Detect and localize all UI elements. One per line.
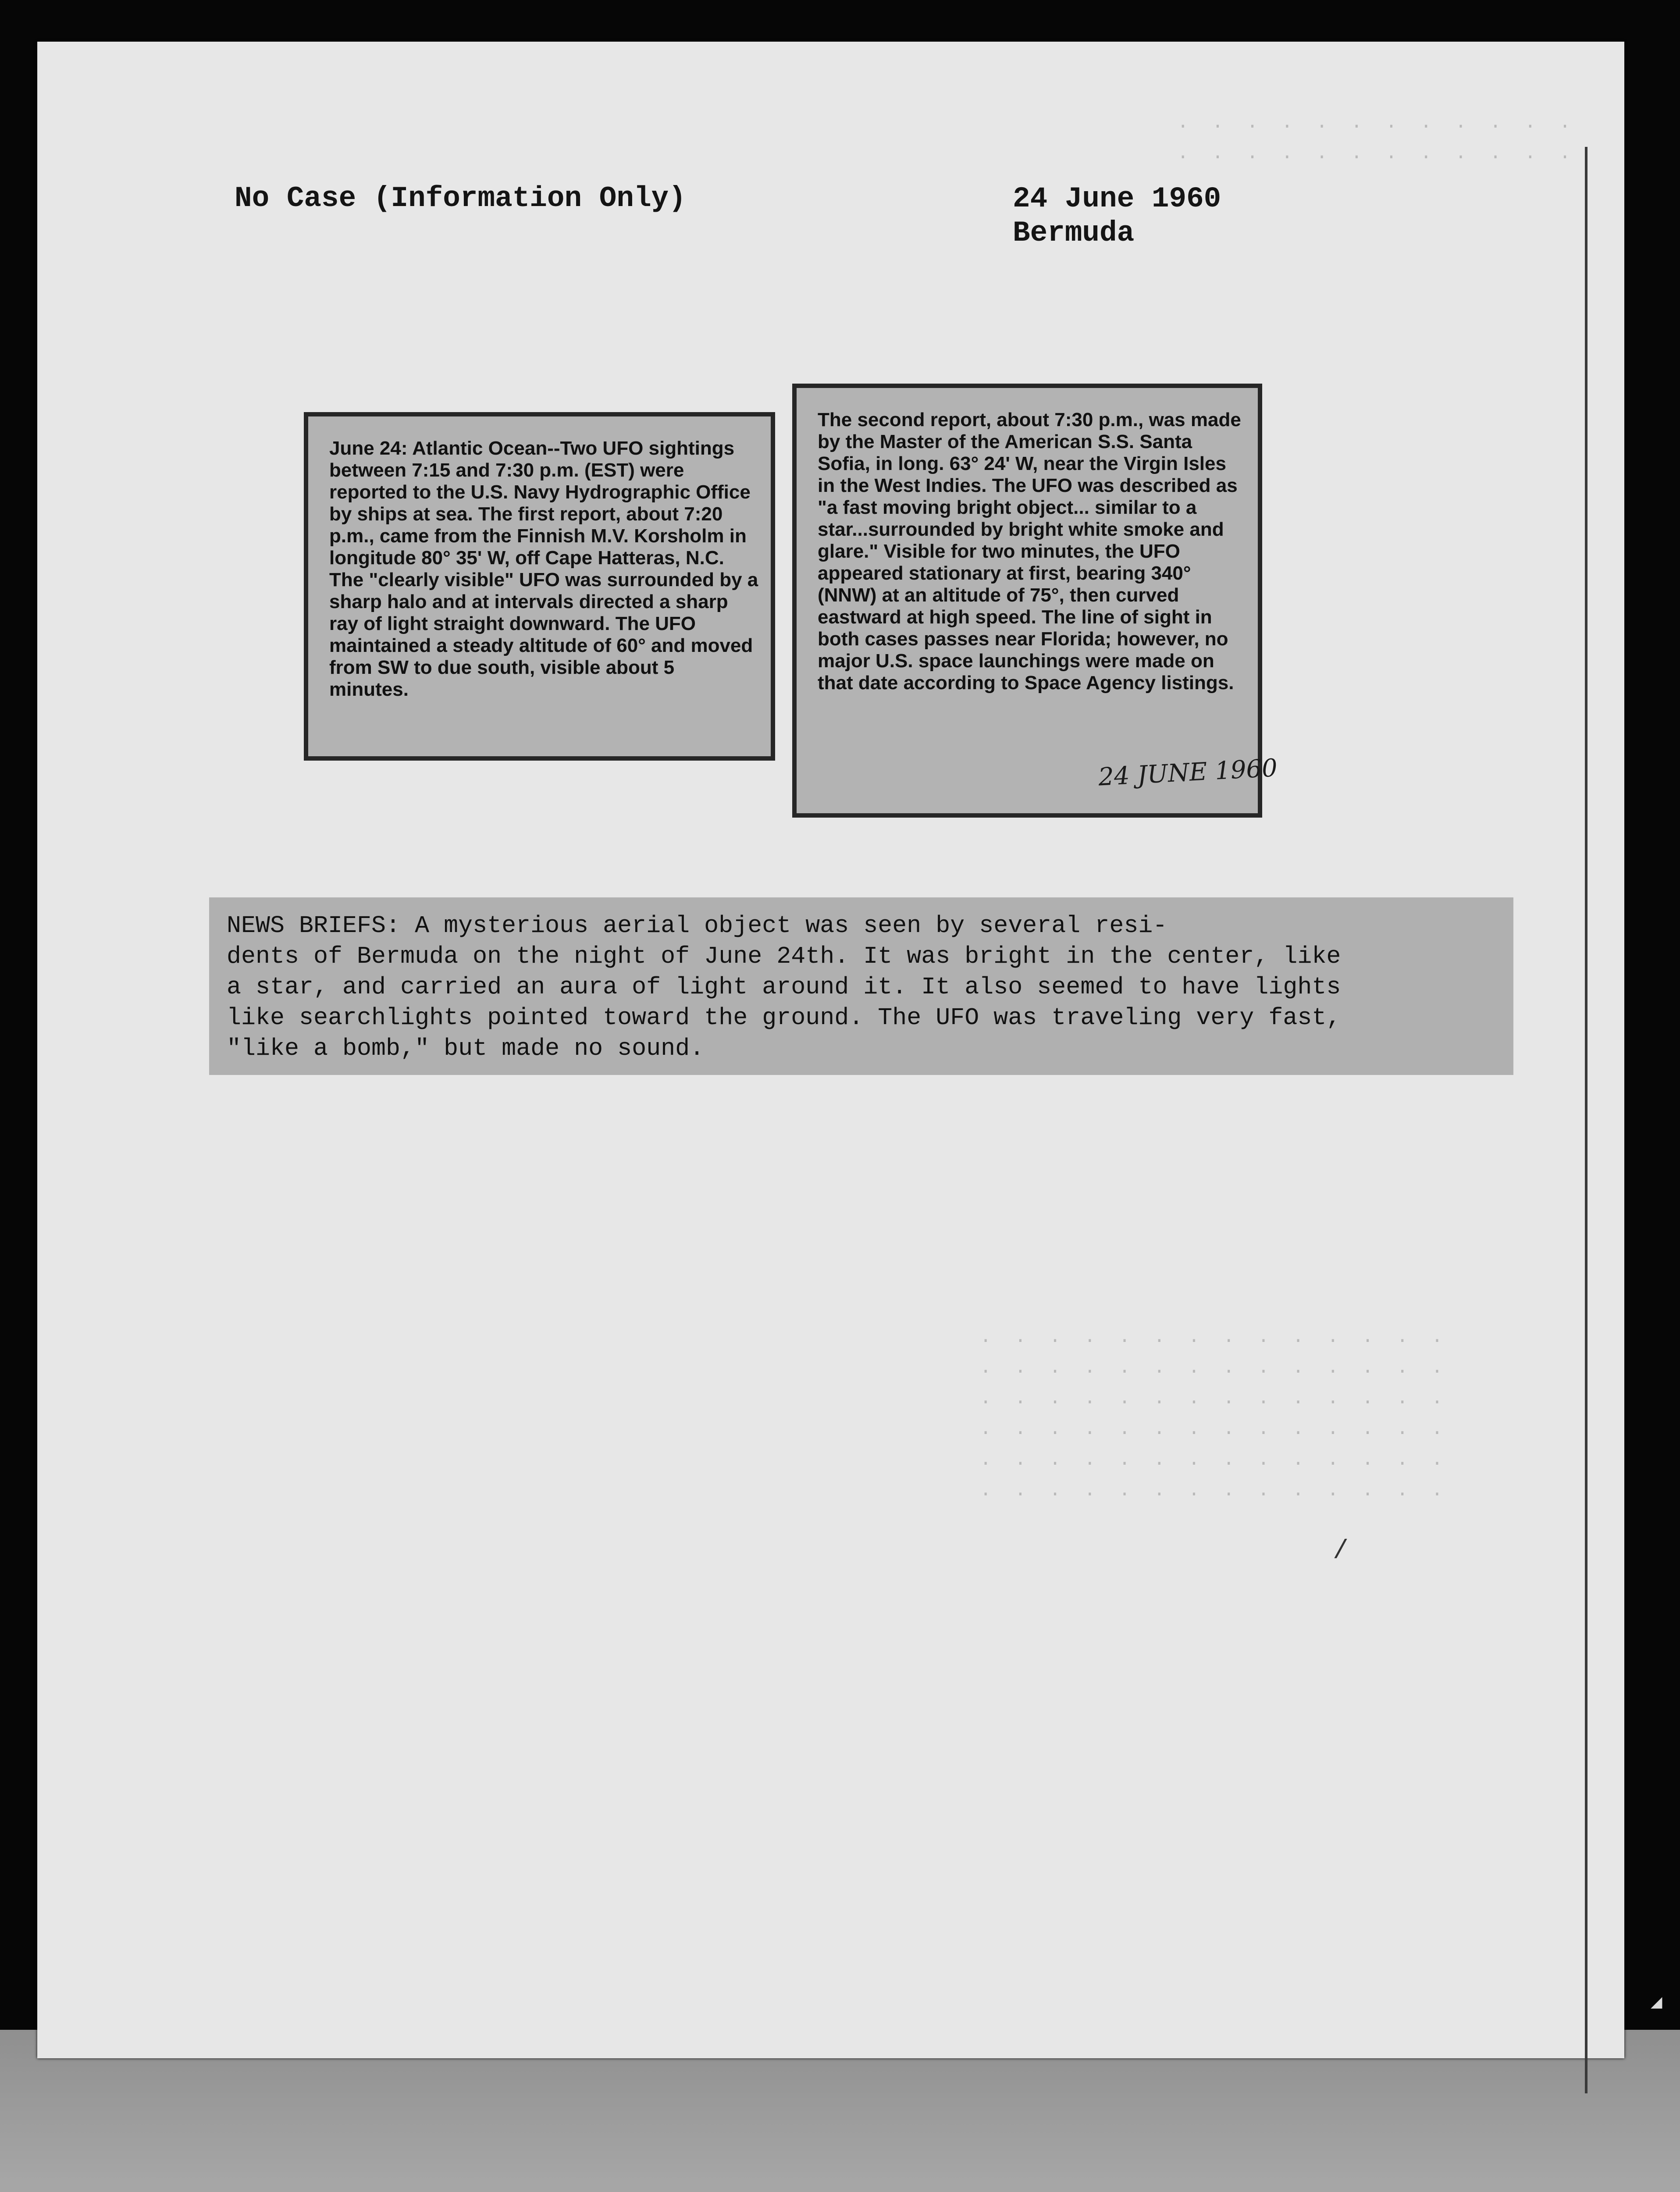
newspaper-clipping-first-report xyxy=(304,412,775,761)
handwritten-date-annotation: 24 JUNE 1960 xyxy=(1097,754,1278,792)
newspaper-clipping-second-report xyxy=(792,384,1262,818)
news-briefs-line: dents of Bermuda on the night of June 24th. It was bright in the center, like xyxy=(227,943,1341,970)
bleed-through-text: . . . . . . . . . . . . . . . . . . . . . . . . . . . . . . . . . . . . . . . . . . . . . . . . . . . . . . . . . . . . . . . . . . . . . . . . . . . . . . . . . . . . xyxy=(980,1326,1443,1502)
document-page xyxy=(37,42,1624,2058)
news-briefs-line: a star, and carried an aura of light around it. It also seemed to have lights xyxy=(227,973,1341,1001)
report-date: 24 June 1960 xyxy=(1013,182,1221,215)
news-briefs-line: NEWS BRIEFS: A mysterious aerial object was seen by several resi- xyxy=(227,912,1167,939)
news-briefs-clipping xyxy=(209,897,1513,1075)
news-briefs-line: "like a bomb," but made no sound. xyxy=(227,1035,705,1062)
bleed-through-text: . . . . . . . . . . . . . . . . . . . . . . . . xyxy=(1177,112,1571,164)
clipping-text: The second report, about 7:30 p.m., was made by the Master of the American S.S. Santa Sofia, in long. 63° 24' W, near the Virgin Isles in the West Indies. The UFO was described as "a fast moving bright object... similar to a star...surrounded by bright white smoke and glare." Visible for two minutes, the UFO appeared stationary at first, bearing 340° (NNW) at an altitude of 75°, then curved eastward at high speed. The line of sight in both cases passes near Florida; however, no major U.S. space launchings were made on that date according to Space Agency listings. xyxy=(818,409,1241,694)
case-label: No Case (Information Only) xyxy=(235,182,686,215)
report-location: Bermuda xyxy=(1013,217,1135,249)
date-location-block xyxy=(1013,182,1221,250)
overlay-page-edge xyxy=(1585,147,1587,2093)
pencil-mark: / xyxy=(1333,1537,1349,1566)
news-briefs-line: like searchlights pointed toward the ground. The UFO was traveling very fast, xyxy=(227,1004,1341,1032)
clipping-text: June 24: Atlantic Ocean--Two UFO sightings between 7:15 and 7:30 p.m. (EST) were reported to the U.S. Navy Hydrographic Office by ships at sea. The first report, about 7:20 p.m., came from the Finnish M.V. Korsholm in longitude 80° 35' W, off Cape Hatteras, N.C. The "clearly visible" UFO was surrounded by a sharp halo and at intervals directed a sharp ray of light straight downward. The UFO maintained a steady altitude of 60° and moved from SW to due south, visible about 5 minutes. xyxy=(329,438,758,700)
film-scratch-mark: ◢ xyxy=(1651,1992,1662,2014)
